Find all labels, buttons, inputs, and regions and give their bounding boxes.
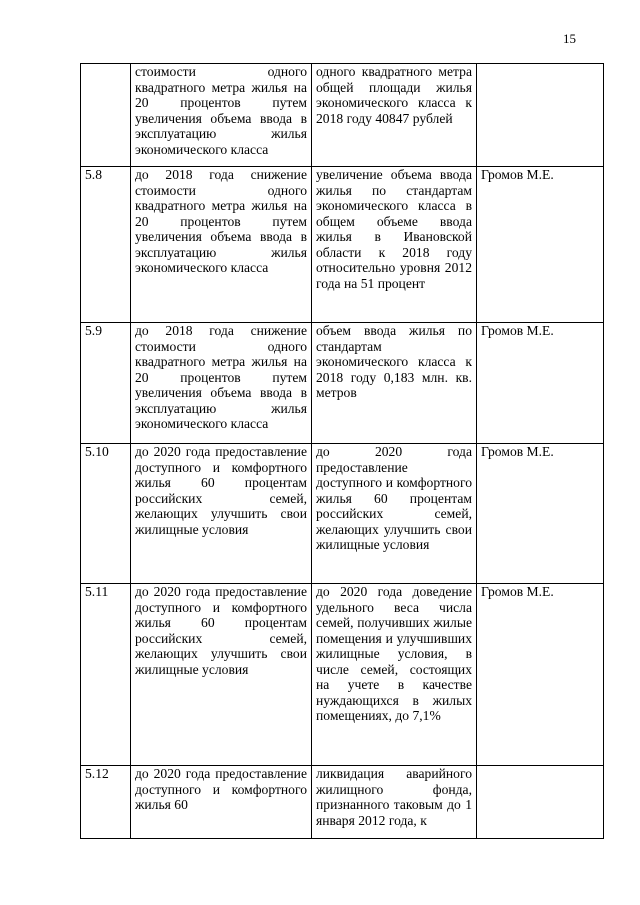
row-number: 5.12 — [81, 766, 131, 839]
indicator-cell: одного квадратного метра общей площади жилья экономического класса к 2018 году 40847 рублей — [312, 64, 477, 167]
responsible-cell: Громов М.Е. — [477, 444, 604, 584]
responsible-cell — [477, 766, 604, 839]
goal-cell: до 2020 года предоставление доступного и комфортного жилья 60 процентам российских семей, желающих улучшить свои жилищные условия — [131, 444, 312, 584]
indicator-cell: объем ввода жилья по стандартам экономического класса к 2018 году 0,183 млн. кв. метров — [312, 323, 477, 444]
indicator-cell: до 2020 года предоставление доступного и комфортного жилья 60 процентам российских семей, желающих улучшить свои жилищные условия — [312, 444, 477, 584]
goal-cell: стоимости одного квадратного метра жилья на 20 процентов путем увеличения объема ввода в эксплуатацию жилья экономического класса — [131, 64, 312, 167]
table-row — [81, 167, 604, 323]
responsible-cell: Громов М.Е. — [477, 323, 604, 444]
row-number — [81, 64, 131, 167]
page-number: 15 — [563, 31, 576, 46]
table-row — [81, 766, 604, 839]
indicator-cell: ликвидация аварийного жилищного фонда, признанного таковым до 1 января 2012 года, к — [312, 766, 477, 839]
row-number: 5.11 — [81, 584, 131, 766]
goal-cell: до 2020 года предоставление доступного и комфортного жилья 60 процентам российских семей, желающих улучшить свои жилищные условия — [131, 584, 312, 766]
row-number: 5.10 — [81, 444, 131, 584]
responsible-cell: Громов М.Е. — [477, 584, 604, 766]
measures-table — [80, 63, 604, 839]
goal-cell: до 2018 года снижение стоимости одного квадратного метра жилья на 20 процентов путем увеличения объема ввода в эксплуатацию жилья экономического класса — [131, 323, 312, 444]
responsible-cell — [477, 64, 604, 167]
row-number: 5.8 — [81, 167, 131, 323]
table-row — [81, 323, 604, 444]
goal-cell: до 2020 года предоставление доступного и комфортного жилья 60 — [131, 766, 312, 839]
indicator-cell: увеличение объема ввода жилья по стандартам экономического класса в общем объеме ввода жилья в Ивановской области к 2018 году относительно уровня 2012 года на 51 процент — [312, 167, 477, 323]
table-row — [81, 444, 604, 584]
table-row — [81, 64, 604, 167]
table-row — [81, 584, 604, 766]
goal-cell: до 2018 года снижение стоимости одного квадратного метра жилья на 20 процентов путем увеличения объема ввода в эксплуатацию жилья экономического класса — [131, 167, 312, 323]
indicator-cell: до 2020 года доведение удельного веса числа семей, получивших жилые помещения и улучшивших жилищные условия, в числе семей, состоящих на учете в качестве нуждающихся в жилых помещениях, до 7,1% — [312, 584, 477, 766]
responsible-cell: Громов М.Е. — [477, 167, 604, 323]
row-number: 5.9 — [81, 323, 131, 444]
